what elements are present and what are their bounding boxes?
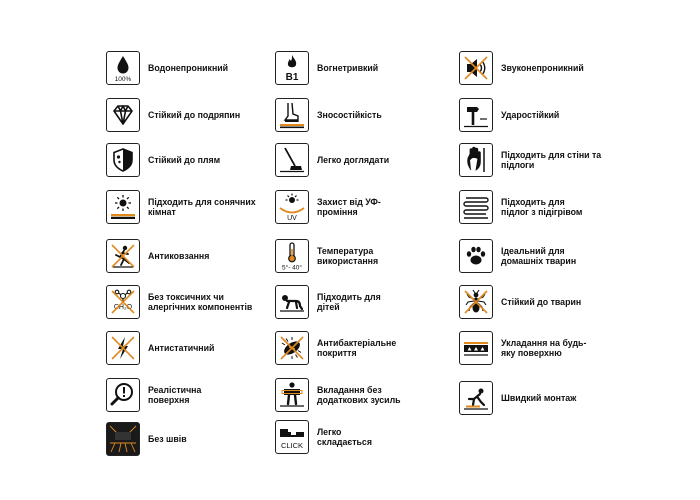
seamless-floor-icon xyxy=(106,422,140,456)
feature-uv-protection xyxy=(275,190,435,224)
feature-stain-resistant xyxy=(106,143,266,177)
underfloor-heating-icon xyxy=(459,190,493,224)
feature-realistic-surface xyxy=(106,378,266,412)
click-lock-icon xyxy=(275,420,309,454)
feature-wear-resistant xyxy=(275,98,435,132)
feature-easy-laying xyxy=(275,378,435,412)
easy-lay-person-icon xyxy=(275,378,309,412)
feature-quick-install xyxy=(459,381,619,415)
feature-scratch-resistant xyxy=(106,98,266,132)
feature-label: Легко складається xyxy=(317,427,372,447)
icon-text-click: CLICK xyxy=(280,441,304,450)
feature-label: Водонепроникний xyxy=(148,63,229,73)
stain-shield-icon xyxy=(106,143,140,177)
icon-text-uv: UV xyxy=(287,215,297,222)
sun-room-icon xyxy=(106,190,140,224)
feature-label: Легко доглядати xyxy=(317,155,390,165)
icon-text-ch2o: CH₂O xyxy=(113,304,133,311)
feature-label: Реалістична поверхня xyxy=(148,385,202,405)
hand-wall-floor-icon xyxy=(459,143,493,177)
feature-soundproof xyxy=(459,51,619,85)
no-toxic-ch2o-icon xyxy=(106,285,140,319)
feature-label: Підходить для підлог з підігрівом xyxy=(501,197,583,217)
feature-label: Підходить для дітей xyxy=(317,292,381,312)
feature-label: Температура використання xyxy=(317,246,379,266)
soundproof-speaker-icon xyxy=(459,51,493,85)
feature-label: Вкладання без додаткових зусиль xyxy=(317,385,401,405)
paw-icon xyxy=(459,239,493,273)
feature-seamless xyxy=(106,422,266,456)
feature-antibacterial xyxy=(275,331,435,365)
feature-any-surface xyxy=(459,331,619,365)
icon-text-b1: B1 xyxy=(285,72,299,83)
feature-label: Підходить для стіни та підлоги xyxy=(501,150,602,170)
mop-icon xyxy=(275,143,309,177)
feature-label: Стійкий до подряпин xyxy=(148,110,241,120)
icon-text-100: 100% xyxy=(114,76,132,83)
feature-kids xyxy=(275,285,435,319)
thermometer-icon xyxy=(275,239,309,273)
feature-fireproof xyxy=(275,51,435,85)
uv-protection-icon xyxy=(275,190,309,224)
feature-label: Захист від УФ- проміння xyxy=(317,197,381,217)
feature-label: Ударостійкий xyxy=(501,110,560,120)
antibacterial-icon xyxy=(275,331,309,365)
water-drop-100-icon xyxy=(106,51,140,85)
anti-slip-icon xyxy=(106,239,140,273)
feature-label: Без токсичних чи алергічних компонентів xyxy=(148,292,253,312)
feature-anti-slip xyxy=(106,239,266,273)
feature-underfloor-heating xyxy=(459,190,619,224)
feature-label: Укладання на будь- яку поверхню xyxy=(501,338,587,358)
feature-temperature xyxy=(275,239,435,273)
feature-label: Звуконепроникний xyxy=(501,63,584,73)
feature-label: Стійкий до плям xyxy=(148,155,221,165)
feature-easy-care xyxy=(275,143,435,177)
feature-label: Антиковзання xyxy=(148,251,210,261)
feature-label: Ідеальний для домашніх тварин xyxy=(501,246,577,266)
feature-impact-resistant xyxy=(459,98,619,132)
feature-label: Стійкий до тварин xyxy=(501,297,582,307)
feature-label: Вогнетривкий xyxy=(317,63,379,73)
feature-label: Швидкий монтаж xyxy=(501,393,577,403)
hammer-icon xyxy=(459,98,493,132)
feature-label: Антибактеріальне покриття xyxy=(317,338,397,358)
icon-text-temperature: 5°- 40° xyxy=(281,264,303,272)
antistatic-icon xyxy=(106,331,140,365)
wear-resistant-foot-icon xyxy=(275,98,309,132)
feature-antistatic xyxy=(106,331,266,365)
feature-label: Без швів xyxy=(148,434,187,444)
feature-label: Зносостійкість xyxy=(317,110,382,120)
feature-pest-resistant xyxy=(459,285,619,319)
magnifier-exclamation-icon xyxy=(106,378,140,412)
feature-pets xyxy=(459,239,619,273)
feature-waterproof xyxy=(106,51,266,85)
quick-install-icon xyxy=(459,381,493,415)
feature-sun-rooms xyxy=(106,190,266,224)
feature-label: Антистатичний xyxy=(148,343,215,353)
any-surface-icon xyxy=(459,331,493,365)
fire-b1-icon xyxy=(275,51,309,85)
feature-easy-assembly xyxy=(275,420,435,454)
feature-wall-and-floor xyxy=(459,143,619,177)
feature-label: Підходить для сонячних кімнат xyxy=(148,197,256,217)
feature-non-toxic xyxy=(106,285,266,319)
child-crawling-icon xyxy=(275,285,309,319)
diamond-icon xyxy=(106,98,140,132)
ant-insect-icon xyxy=(459,285,493,319)
